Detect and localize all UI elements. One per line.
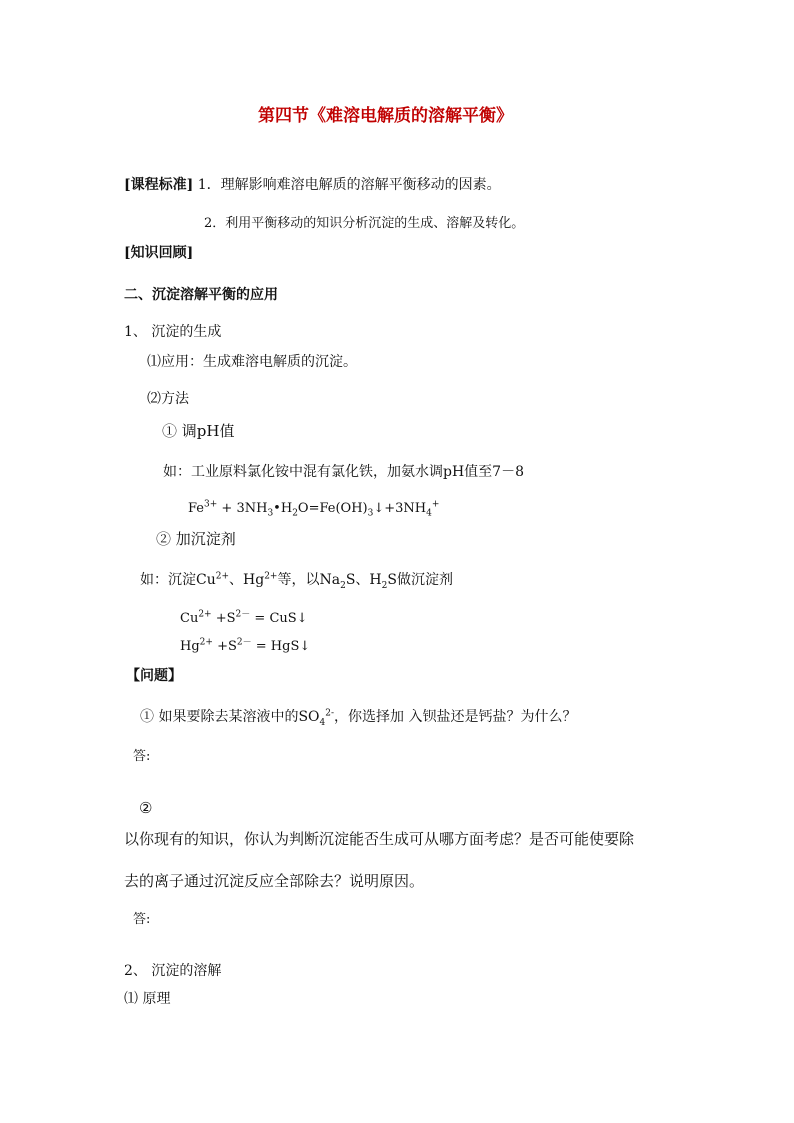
eq-part: + 3NH — [217, 501, 268, 516]
standard-line-1 — [124, 178, 501, 192]
equation-cu — [180, 609, 308, 626]
text-part: ，你选择加 入钡盐还是钙盐？为什么？ — [334, 709, 577, 725]
eq-part: O=Fe(OH) — [297, 501, 368, 516]
eq-part: Hg — [180, 639, 200, 654]
text-part: S、H — [345, 572, 382, 588]
text-sub: 2 — [381, 580, 388, 591]
text-sup: 2+ — [264, 571, 278, 582]
text-part: ① 如果要除去某溶液中的SO — [140, 709, 320, 725]
question-2-line-2: 去的离子通过沉淀反应全部除去？说明原因。 — [124, 872, 425, 890]
eq-sup: + — [431, 499, 440, 510]
eq-sup: 2+ — [199, 637, 213, 648]
eq-sup: 2－ — [235, 609, 251, 620]
answer-1: 答: — [133, 749, 151, 764]
question-tag: 【问题】 — [126, 668, 182, 684]
eq-sub: 3 — [367, 508, 374, 519]
question-2-line-1: 以你现有的知识，你认为判断沉淀能否生成可从哪方面考虑？是否可能使要除 — [124, 830, 635, 848]
eq-sub: 3 — [267, 508, 274, 519]
eq-part: Fe — [188, 501, 205, 516]
equation-fe — [188, 499, 440, 519]
text-part: S做沉淀剂 — [387, 572, 453, 588]
page-title: 第四节《难溶电解质的溶解平衡》 — [258, 106, 513, 126]
eq-part: +S — [211, 611, 236, 626]
eq-sub: 4 — [426, 508, 432, 519]
method-item-1: ① 调pH值 — [162, 422, 235, 440]
question-2-marker: ② — [139, 799, 153, 817]
eq-sup: 3+ — [204, 499, 218, 510]
eq-sub: 2 — [292, 508, 298, 519]
standard-tag: [课程标准] — [124, 177, 194, 193]
eq-part: Cu — [180, 611, 199, 626]
eq-sup: 2+ — [198, 609, 212, 620]
method-1-example: 如：工业原料氯化铵中混有氯化铁，加氨水调pH值至7－8 — [163, 464, 524, 480]
subsection-heading-2: 2、 沉淀的溶解 — [124, 963, 222, 979]
eq-part: +S — [212, 639, 237, 654]
method-line: ⑵方法 — [147, 391, 189, 407]
text-sup: 2- — [325, 708, 335, 719]
question-1 — [140, 708, 577, 728]
text-sub: 4 — [319, 717, 326, 728]
method-item-2: ② 加沉淀剂 — [156, 530, 236, 548]
subsection-heading-1: 1、 沉淀的生成 — [124, 324, 222, 340]
text-sub: 2 — [340, 580, 346, 591]
review-tag: [知识回顾] — [124, 245, 194, 261]
section-heading: 二、沉淀溶解平衡的应用 — [124, 287, 278, 303]
eq-part: ↓+3NH — [373, 501, 427, 516]
answer-2: 答: — [133, 912, 151, 927]
text-part: 如：沉淀Cu — [140, 572, 216, 588]
principle-line: ⑴ 原理 — [124, 991, 171, 1007]
eq-sup: 2－ — [236, 637, 252, 648]
text-sup: 2+ — [215, 571, 230, 582]
method-2-example — [140, 571, 453, 591]
equation-hg — [180, 637, 311, 654]
eq-part: = HgS↓ — [251, 639, 311, 654]
text-part: 等，以Na — [277, 572, 341, 588]
eq-part: = CuS↓ — [250, 611, 308, 626]
eq-part: •H — [273, 501, 293, 516]
standard-item-2: 2．利用平衡移动的知识分析沉淀的生成、溶解及转化。 — [204, 216, 525, 231]
text-part: 、Hg — [229, 572, 265, 588]
standard-item-1: 1．理解影响难溶电解质的溶解平衡移动的因素。 — [197, 177, 501, 193]
application-line: ⑴应用：生成难溶电解质的沉淀。 — [147, 354, 357, 370]
